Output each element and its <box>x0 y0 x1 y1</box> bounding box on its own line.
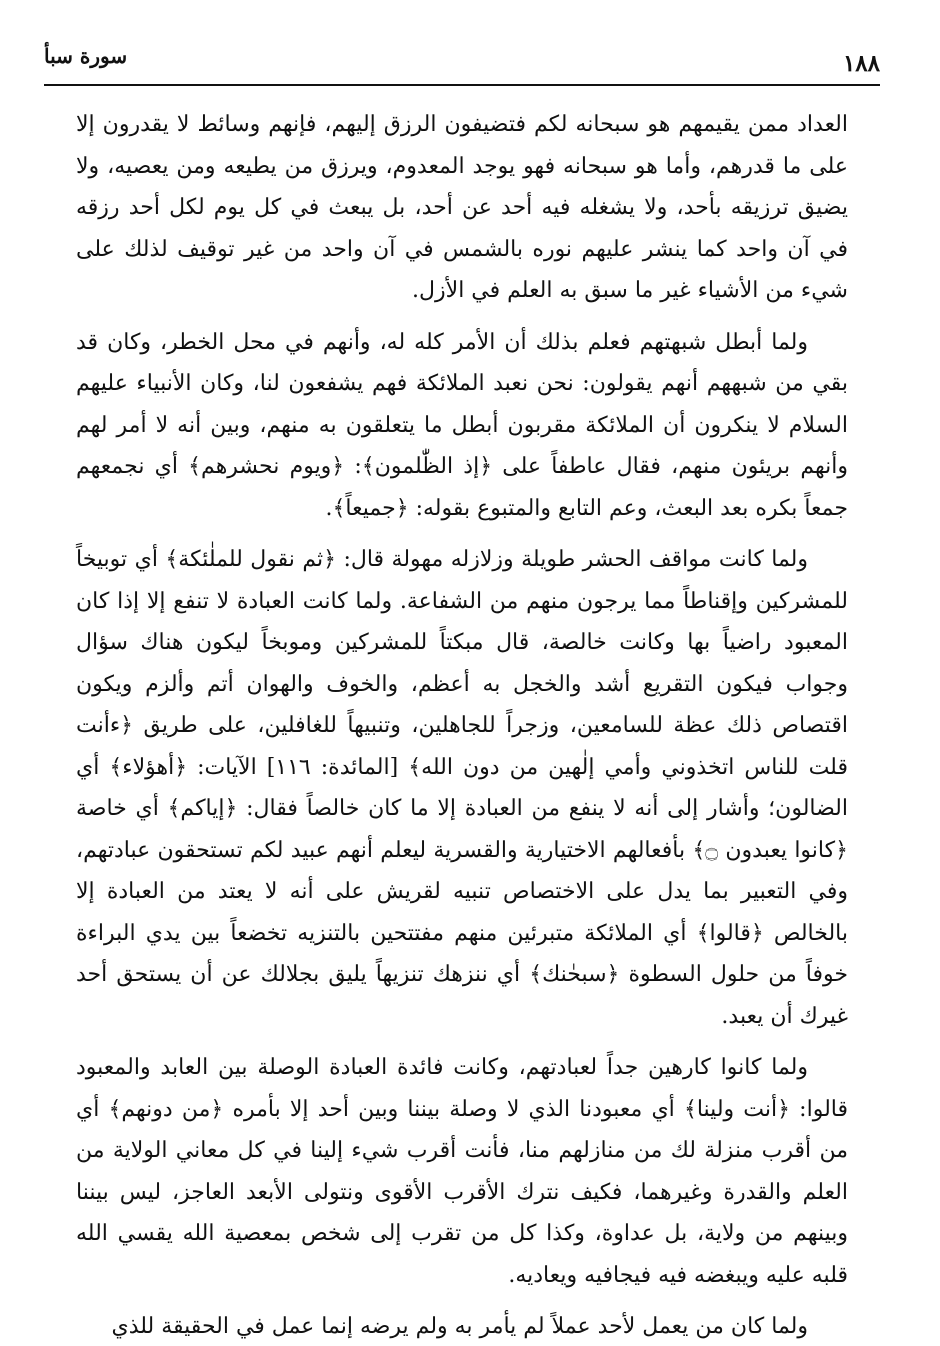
surah-title: سورة سبأ <box>44 44 128 68</box>
paragraph-4: ولما كانوا كارهين جداً لعبادتهم، وكانت فائدة العبادة الوصلة بين العابد والمعبود قالوا: ﴿أنت ولينا﴾ أي معبودنا الذي لا وصلة بيننا وبين أحد إلا بأمره ﴿من دونهم﴾ أي من أقرب منزلة لك من منازلهم منا، فأنت أقرب شيء إلينا في كل معاني الولاية من العلم والقدرة وغيرهما، فكيف نترك الأقرب الأقوى ونتولى الأبعد العاجز، ليس بيننا وبينهم من ولاية، بل عداوة، وكذا كل من تقرب إلى شخص بمعصية الله يقسي الله قلبه عليه ويبغضه فيه فيجافيه ويعاديه. <box>76 1055 848 1288</box>
paragraph-3: ولما كانت مواقف الحشر طويلة وزلازله مهولة قال: ﴿ثم نقول للملٰئكة﴾ أي توبيخاً للمشركين وإقناطاً مما يرجون منهم من الشفاعة. ولما كانت العبادة لا تنفع إلا إذا كان المعبود راضياً بها وكانت خالصة، قال مبكتاً للمشركين وموبخاً ليكون هناك سؤال وجواب فيكون التقريع أشد والخجل به أعظم، والخوف والهوان أتم وألزم ويكون اقتصاص ذلك عظة للسامعين، وزجراً للجاهلين، وتنبيهاً للغافلين، على طريق ﴿ءأنت قلت للناس اتخذوني وأمي إلٰهين من دون الله﴾ [المائدة: ١١٦] الآيات: ﴿أهؤلاء﴾ أي الضالون؛ وأشار إلى أنه لا ينفع من العبادة إلا ما كان خالصاً فقال: ﴿إياكم﴾ أي خاصة ﴿كانوا يعبدون ۝﴾ بأفعالهم الاختيارية والقسرية ليعلم أنهم عبيد لكم تستحقون عبادتهم، وفي التعبير بما يدل على الاختصاص تنبيه لقريش على أنه لا يعتد من العبادة إلا بالخالص ﴿قالوا﴾ أي الملائكة متبرئين منهم مفتتحين بالتنزيه تخضعاً بين يدي البراءة خوفاً من حلول السطوة ﴿سبحٰنك﴾ أي ننزهك تنزيهاً يليق بجلالك عن أن يستحق أحد غيرك أن يعبد. <box>76 547 848 1029</box>
tafsir-text-body <box>76 104 848 1346</box>
page-number: ١٨٨ <box>842 50 880 77</box>
page-header <box>44 36 880 86</box>
paragraph-5: ولما كان من يعمل لأحد عملاً لم يأمر به ولم يرضه إنما عمل في الحقيقة للذي <box>111 1314 808 1339</box>
paragraph-1: العداد ممن يقيمهم هو سبحانه لكم فتضيفون الرزق إليهم، فإنهم وسائط لا يقدرون إلا على ما قدرهم، وأما هو سبحانه فهو يوجد المعدوم، ويرزق من يطيعه ومن يعصيه، ولا يضيق ترزيقه بأحد، ولا يشغله فيه أحد عن أحد، بل يبعث في كل يوم لكل أحد رزقه في آن واحد كما ينشر عليهم نوره بالشمس في آن واحد من غير توقيف لذلك على شيء من الأشياء غير ما سبق به العلم في الأزل. <box>76 112 848 303</box>
paragraph-2: ولما أبطل شبهتهم فعلم بذلك أن الأمر كله له، وأنهم في محل الخطر، وكان قد بقي من شبههم أنهم يقولون: نحن نعبد الملائكة فهم يشفعون لنا، وكان الأنبياء عليهم السلام لا ينكرون أن الملائكة مقربون أبطل ما يتعلقون به منهم، وبين أنه لا أمر لهم وأنهم بريئون منهم، فقال عاطفاً على ﴿إذ الظّٰلمون﴾: ﴿ويوم نحشرهم﴾ أي نجمعهم جمعاً بكره بعد البعث، وعم التابع والمتبوع بقوله: ﴿جميعاً﴾. <box>76 329 848 521</box>
